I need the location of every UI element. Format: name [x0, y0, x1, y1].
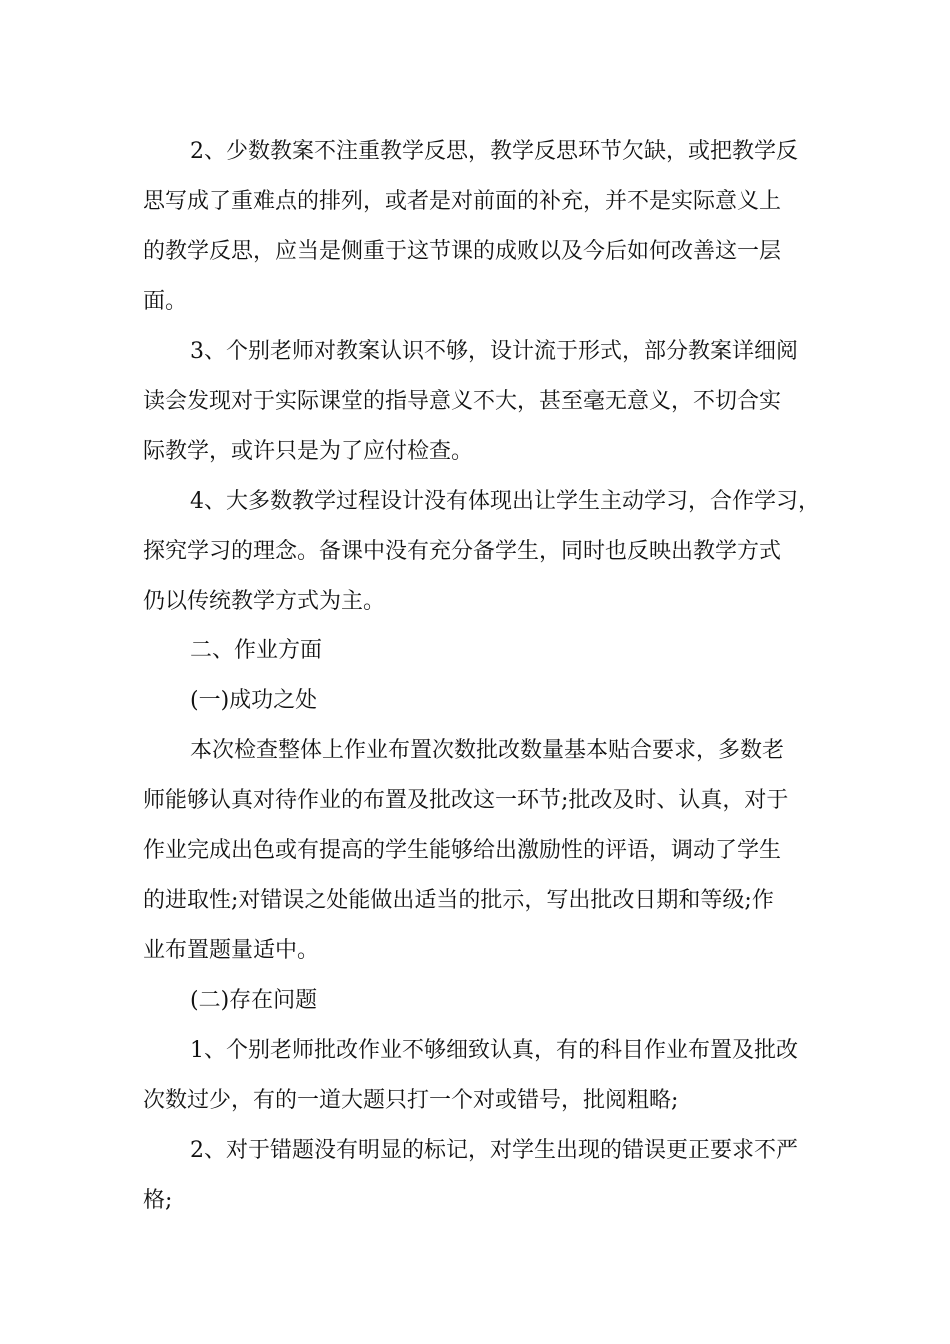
text-line: 业布置题量适中。 [143, 938, 320, 963]
text-line: 3、个别老师对教案认识不够，设计流于形式，部分教案详细阅 [190, 339, 798, 364]
text-line: 际教学，或许只是为了应付检查。 [143, 439, 474, 464]
subsection-heading: (一)成功之处 [190, 688, 318, 713]
text-line: 次数过少，有的一道大题只打一个对或错号，批阅粗略; [143, 1088, 679, 1113]
text-line: 面。 [143, 289, 188, 314]
section-heading: 二、作业方面 [190, 638, 323, 663]
text-line: 1、个别老师批改作业不够细致认真，有的科目作业布置及批改 [190, 1038, 798, 1063]
text-line: 2、少数教案不注重教学反思，教学反思环节欠缺，或把教学反 [190, 139, 798, 164]
text-line: 4、大多数教学过程设计没有体现出让学生主动学习，合作学习， [190, 489, 820, 514]
text-line: 仍以传统教学方式为主。 [143, 589, 386, 614]
text-line: 格; [143, 1188, 173, 1213]
text-line: 的教学反思，应当是侧重于这节课的成败以及今后如何改善这一层 [143, 239, 782, 264]
subsection-heading: (二)存在问题 [190, 988, 318, 1013]
text-line: 探究学习的理念。备课中没有充分备学生，同时也反映出教学方式 [143, 539, 782, 564]
text-line: 读会发现对于实际课堂的指导意义不大，甚至毫无意义，不切合实 [143, 389, 782, 414]
text-line: 本次检查整体上作业布置次数批改数量基本贴合要求，多数老 [190, 738, 785, 763]
text-line: 作业完成出色或有提高的学生能够给出激励性的评语，调动了学生 [143, 838, 782, 863]
text-line: 2、对于错题没有明显的标记，对学生出现的错误更正要求不严 [190, 1138, 798, 1163]
text-line: 的进取性;对错误之处能做出适当的批示，写出批改日期和等级;作 [143, 888, 774, 913]
text-line: 师能够认真对待作业的布置及批改这一环节;批改及时、认真，对于 [143, 788, 789, 813]
text-line: 思写成了重难点的排列，或者是对前面的补充，并不是实际意义上 [143, 189, 782, 214]
